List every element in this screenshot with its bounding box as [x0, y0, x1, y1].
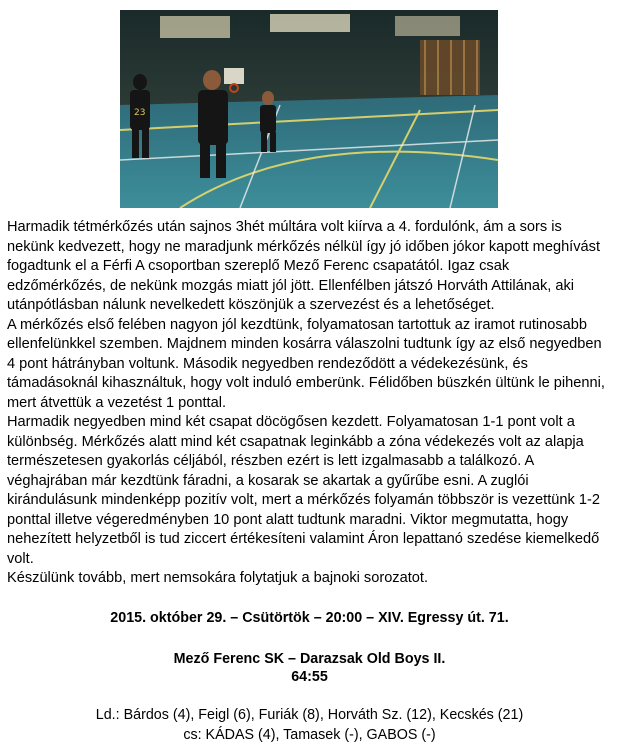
- roster-substitutes-line: cs: KÁDAS (4), Tamasek (-), GABOS (-): [183, 727, 436, 743]
- article-body: [7, 218, 611, 589]
- svg-text:23: 23: [134, 108, 146, 118]
- roster-players-line: Ld.: Bárdos (4), Feigl (6), Furiák (8), Horváth Sz. (12), Kecskés (21): [95, 707, 524, 723]
- match-date-line: 2015. október 29. – Csütörtök – 20:00 – XIV. Egressy út. 71.: [110, 610, 509, 626]
- match-teams-line: Mező Ferenc SK – Darazsak Old Boys II.: [173, 651, 446, 667]
- basketball-game-photo: [120, 10, 498, 208]
- match-score: 64:55: [291, 669, 328, 685]
- article-paragraph-4: Készülünk tovább, mert nemsokára folytatjuk a bajnoki sorozatot.: [7, 570, 429, 586]
- basketball-court-image: [120, 10, 498, 208]
- article-paragraph-3: Harmadik negyedben mind két csapat döcögősen kezdett. Folyamatosan 1-1 pont volt a különbség. Mérkőzés alatt mind két csapatnak leginkább a zóna védekezés volt az alapja természetesen gyakorlás céljából, részben ezért is lett izgalmasabb a találkozó. A véghajrában már kezdtünk fáradni, a kosarak se akartak a gyűrűbe esni. A zuglói kirándulásunk mindenképp pozitív volt, mert a mérkőzés folyamán többször is vezettünk 1-2 ponttal illetve végeredményben 10 pont alatt tudtunk maradni. Viktor megmutatta, hogy nehezített helyzetből is tud ziccert értékesíteni valamint Áron lepattanó szedése kiemelkedő volt.: [7, 414, 600, 567]
- article-paragraph-1: Harmadik tétmérkőzés után sajnos 3hét múltára volt kiírva a 4. fordulónk, ám a sors is nekünk kedvezett, hogy ne maradjunk mérkőzés nélkül így jó időben jókor kapott meghívást fogadtunk el a Férfi A csoportban szereplő Mező Ferenc csapatától. Igaz csak edzőmérkőzés, de nekünk mozgás miatt jól jött. Ellenfélben játszó Horváth Attilának, aki utánpótlásban nálunk nevelkedett köszönjük a szervezést és a lehetőséget.: [7, 219, 600, 313]
- article-paragraph-2: A mérkőzés első felében nagyon jól kezdtünk, folyamatosan tartottuk az iramot rutinosabb ellenfelünkkel szemben. Majdnem minden kosárra válaszolni tudtunk így az első negyedben 4 pont hátrányban voltunk. Második negyedben rendeződött a védekezésünk, és támadásoknál kihasználtuk, hogy volt induló emberünk. Félidőben büszkén ültünk le pihenni, mert átvettük a vezetést 1 ponttal.: [7, 316, 605, 411]
